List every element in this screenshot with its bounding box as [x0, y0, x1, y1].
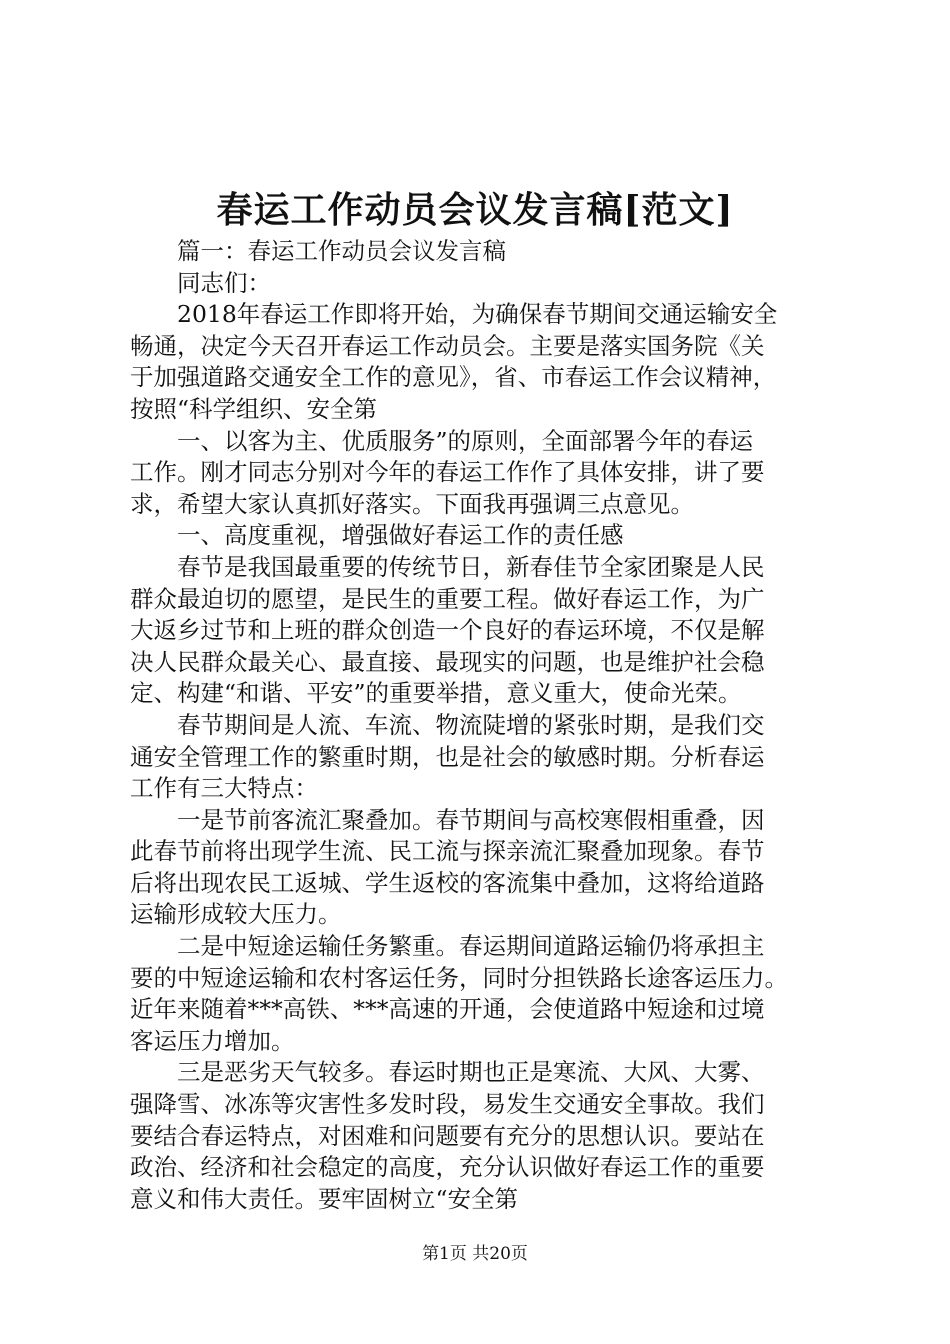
paragraph-line: 客运压力增加。: [130, 1026, 295, 1055]
paragraph-line: 此春节前将出现学生流、民工流与探亲流汇聚叠加现象。春节: [130, 837, 765, 866]
paragraph-line: 强降雪、冰冻等灾害性多发时段，易发生交通安全事故。我们: [130, 1090, 765, 1119]
salutation: 同志们：: [177, 268, 271, 297]
paragraph-line: 政治、经济和社会稳定的高度，充分认识做好春运工作的重要: [130, 1153, 765, 1182]
paragraph-line: 按照“科学组织、安全第: [130, 394, 378, 423]
paragraph-line: 工作。刚才同志分别对今年的春运工作作了具体安排，讲了要: [130, 458, 765, 487]
section-heading: 篇一：春运工作动员会议发言稿: [177, 237, 506, 265]
paragraph-line: 于加强道路交通安全工作的意见》，省、市春运工作会议精神，: [130, 363, 777, 392]
paragraph-line: 春节期间是人流、车流、物流陡增的紧张时期，是我们交: [177, 710, 765, 739]
paragraph-line: 后将出现农民工返城、学生返校的客流集中叠加，这将给道路: [130, 868, 765, 897]
paragraph-line: 定、构建“和谐、平安”的重要举措，意义重大，使命光荣。: [130, 679, 742, 708]
paragraph-line: 通安全管理工作的繁重时期，也是社会的敏感时期。分析春运: [130, 742, 765, 771]
section-heading: 一、高度重视，增强做好春运工作的责任感: [177, 521, 624, 550]
paragraph-line: 要结合春运特点，对困难和问题要有充分的思想认识。要站在: [130, 1121, 765, 1150]
paragraph-line: 2018年春运工作即将开始，为确保春节期间交通运输安全: [177, 300, 778, 329]
document-body: [130, 236, 830, 1215]
paragraph-line: 群众最迫切的愿望，是民生的重要工程。做好春运工作，为广: [130, 584, 765, 613]
paragraph-line: 工作有三大特点：: [130, 774, 318, 803]
paragraph-line: 意义和伟大责任。要牢固树立“安全第: [130, 1184, 519, 1213]
paragraph-line: 要的中短途运输和农村客运任务，同时分担铁路长途客运压力。: [130, 963, 788, 992]
paragraph-line: 一、以客为主、优质服务”的原则，全面部署今年的春运: [177, 426, 754, 455]
paragraph-line: 畅通，决定今天召开春运工作动员会。主要是落实国务院《关: [130, 331, 765, 360]
paragraph-line: 三是恶劣天气较多。春运时期也正是寒流、大风、大雾、: [177, 1058, 765, 1087]
paragraph-line: 春节是我国最重要的传统节日，新春佳节全家团聚是人民: [177, 552, 765, 581]
paragraph-line: 决人民群众最关心、最直接、最现实的问题，也是维护社会稳: [130, 647, 765, 676]
paragraph-line: 求，希望大家认真抓好落实。下面我再强调三点意见。: [130, 489, 694, 518]
paragraph-line: 一是节前客流汇聚叠加。春节期间与高校寒假相重叠，因: [177, 805, 765, 834]
paragraph-line: 二是中短途运输任务繁重。春运期间道路运输仍将承担主: [177, 932, 765, 961]
paragraph-line: 大返乡过节和上班的群众创造一个良好的春运环境，不仅是解: [130, 616, 765, 645]
paragraph-line: 运输形成较大压力。: [130, 900, 342, 929]
page-number-footer: 第1页 共20页: [422, 1244, 528, 1264]
paragraph-line: 近年来随着***高铁、***高速的开通，会使道路中短途和过境: [130, 995, 765, 1024]
document-title: 春运工作动员会议发言稿[范文]: [216, 189, 734, 231]
